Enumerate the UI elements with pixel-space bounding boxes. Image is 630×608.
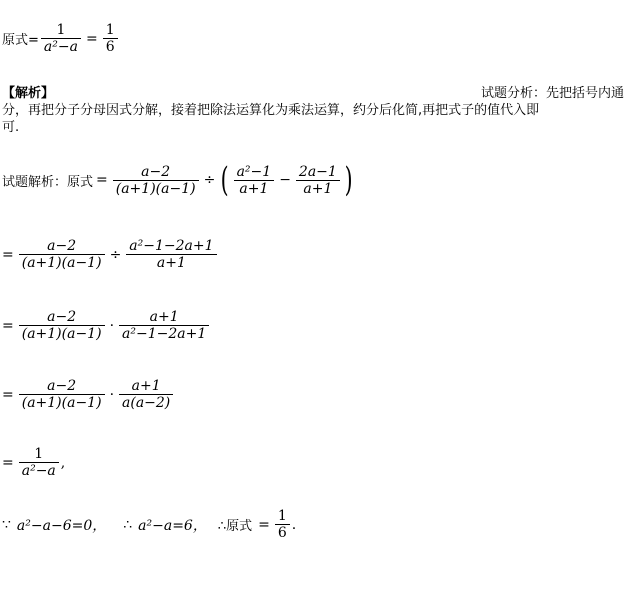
conclusion-equals: = [258, 516, 270, 533]
step2-fraction-b-numerator: a²−1−2a+1 [126, 238, 216, 255]
step5-fraction [19, 446, 59, 479]
step1-fraction-c-denominator: a+1 [303, 180, 333, 197]
step1-fraction-a [113, 164, 199, 197]
answer-equals: = [85, 30, 98, 47]
step1-fraction-b-denominator: a+1 [239, 180, 269, 197]
analysis-label: 【解析】 [2, 86, 55, 101]
because-symbol: ∵ [2, 516, 11, 533]
step3-fraction-a-denominator: (a+1)(a−1) [21, 326, 102, 342]
right-paren: ) [344, 160, 353, 200]
solution-conclusion [2, 508, 299, 541]
answer-fraction-2 [103, 22, 118, 55]
solution-step-3 [2, 309, 211, 342]
solution-label: 试题解析：原式 [2, 174, 94, 190]
analysis-header [2, 82, 626, 100]
step4-fraction-b-numerator: a+1 [119, 378, 173, 395]
step3-equals: = [2, 317, 14, 334]
step5-tail: , [60, 454, 66, 471]
step4-fraction-a-denominator: (a+1)(a−1) [21, 395, 102, 411]
answer-line [2, 22, 120, 55]
conclusion-result-label: ∴原式 [217, 519, 253, 534]
step1-fraction-a-numerator: a−2 [113, 164, 199, 181]
step3-dot: · [109, 317, 115, 334]
step2-fraction-b-denominator: a+1 [156, 255, 186, 271]
analysis-intro: 试题分析：先把括号内通 [480, 86, 624, 101]
answer-fraction-1-denominator: a²−a [43, 39, 78, 55]
step2-fraction-a [19, 238, 105, 271]
step5-equals: = [2, 454, 14, 471]
answer-fraction-2-numerator: 1 [103, 22, 118, 39]
step4-fraction-a-numerator: a−2 [19, 378, 105, 395]
answer-fraction-1-numerator: 1 [41, 22, 81, 39]
conclusion-fraction-numerator: 1 [275, 508, 290, 525]
left-paren: ( [220, 160, 229, 200]
step4-fraction-b [119, 378, 173, 411]
step3-fraction-b [119, 309, 209, 342]
step4-dot: · [109, 386, 115, 403]
solution-step-2 [2, 238, 219, 271]
conclusion-end: . [291, 516, 297, 533]
step2-fraction-a-numerator: a−2 [19, 238, 105, 255]
step3-fraction-a-numerator: a−2 [19, 309, 105, 326]
step1-fraction-a-denominator: (a+1)(a−1) [115, 180, 196, 197]
analysis-body-end: 可. [2, 120, 20, 135]
analysis-body: 分，再把分子分母因式分解，接着把除法运算化为乘法运算，约分后化简,再把式子的值代入即 [2, 103, 540, 118]
solution-step-1 [2, 160, 355, 200]
step1-fraction-c-numerator: 2a−1 [296, 164, 340, 181]
conclusion-fraction-denominator: 6 [277, 525, 287, 541]
step3-fraction-a [19, 309, 105, 342]
step5-fraction-denominator: a²−a [21, 463, 56, 479]
step2-fraction-a-denominator: (a+1)(a−1) [21, 255, 102, 271]
step4-fraction-b-denominator: a(a−2) [122, 395, 171, 411]
solution-step-5 [2, 446, 68, 479]
step5-fraction-numerator: 1 [19, 446, 59, 463]
conclusion-expr-1: a²−a−6=0， [16, 517, 107, 534]
conclusion-expr-2: a²−a=6， [138, 517, 207, 534]
step1-fraction-c [296, 164, 340, 197]
step3-fraction-b-denominator: a²−1−2a+1 [122, 326, 207, 342]
step1-equals: = [96, 172, 108, 188]
step2-fraction-b [126, 238, 216, 271]
step2-equals: = [2, 246, 14, 263]
step3-fraction-b-numerator: a+1 [119, 309, 209, 326]
answer-fraction-1 [41, 22, 81, 55]
step1-fraction-b [234, 164, 275, 197]
answer-prefix: 原式= [2, 33, 39, 48]
step2-divide: ÷ [109, 246, 122, 263]
step1-divide: ÷ [203, 172, 216, 188]
therefore-symbol: ∴ [123, 516, 133, 533]
answer-fraction-2-denominator: 6 [105, 39, 115, 55]
conclusion-fraction [275, 508, 290, 541]
step1-fraction-b-numerator: a²−1 [234, 164, 275, 181]
step4-equals: = [2, 386, 14, 403]
step1-minus: − [279, 172, 291, 188]
step4-fraction-a [19, 378, 105, 411]
solution-step-4 [2, 378, 175, 411]
